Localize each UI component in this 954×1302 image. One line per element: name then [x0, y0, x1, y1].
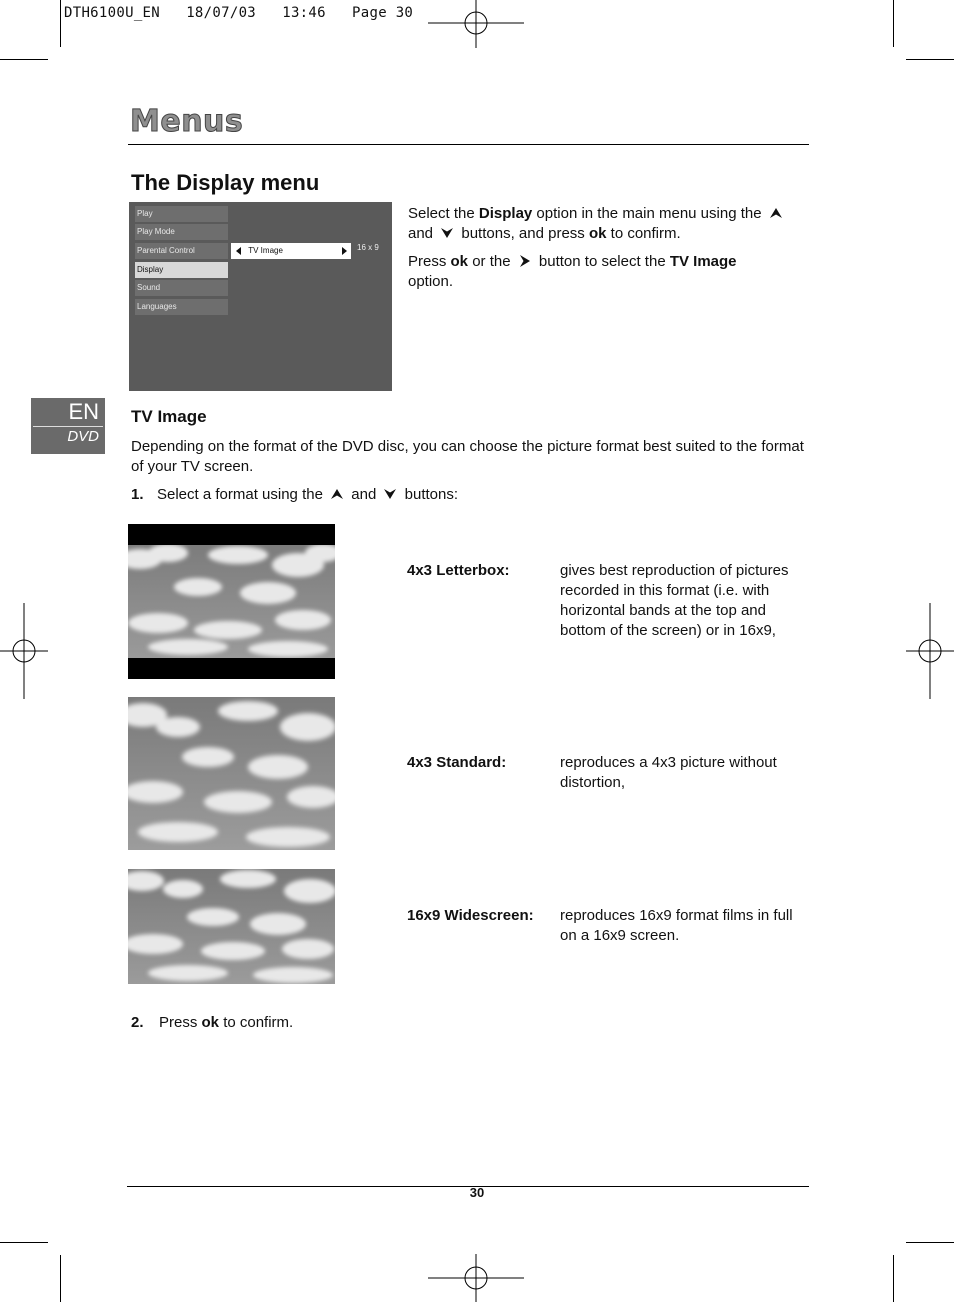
osd-submenu-tv-image — [231, 243, 351, 259]
crop-mark — [906, 59, 954, 60]
format-description-widescreen: reproduces 16x9 format films in full on a 16x9 screen. — [560, 907, 793, 944]
osd-menu-item: Play Mode — [135, 224, 228, 240]
tv-image-heading: TV Image — [131, 407, 207, 426]
osd-menu-screenshot — [129, 202, 392, 391]
tab-divider — [33, 426, 103, 427]
osd-menu-item: Languages — [135, 299, 228, 315]
format-label-standard: 4x3 Standard: — [407, 754, 507, 771]
letterbox-preview-image — [128, 524, 335, 679]
osd-submenu-value: 16 x 9 — [357, 243, 379, 252]
crop-mark — [893, 1255, 894, 1302]
step-2: 2. Press ok to confirm. — [131, 1014, 294, 1031]
registration-mark-left — [0, 603, 48, 699]
format-label-widescreen: 16x9 Widescreen: — [407, 907, 534, 924]
printer-slug: DTH6100U_EN 18/07/03 13:46 Page 30 — [64, 5, 414, 21]
registration-mark-right — [906, 603, 954, 699]
section-title: The Display menu — [131, 170, 320, 195]
crop-mark — [0, 59, 48, 60]
language-code: EN — [68, 399, 99, 424]
intro-paragraph-2: Press ok or the button to select the TV Image option. — [408, 253, 737, 290]
crop-mark — [893, 0, 894, 47]
format-description-standard: reproduces a 4x3 picture without distortion, — [560, 754, 777, 791]
step-1: 1. Select a format using the and buttons: — [131, 486, 459, 503]
sky-clouds-image — [128, 869, 335, 984]
triangle-right-icon — [342, 247, 347, 255]
osd-menu-item-selected: Display — [135, 262, 228, 278]
step-number: 2. — [131, 1014, 144, 1031]
up-arrow-icon — [769, 207, 783, 219]
crop-mark — [60, 0, 61, 47]
osd-menu-item: Play — [135, 206, 228, 222]
title-rule — [128, 144, 809, 145]
sky-clouds-image — [128, 545, 335, 658]
tv-image-body: Depending on the format of the DVD disc, you can choose the picture format best suited to the format of your TV screen. — [131, 438, 804, 475]
format-label-letterbox: 4x3 Letterbox: — [407, 562, 510, 579]
page-number: 30 — [469, 1185, 485, 1200]
osd-submenu-label: TV Image — [248, 246, 283, 255]
intro-paragraph-1: Select the Display option in the main menu using the and buttons, and press ok to confirm. — [408, 204, 808, 244]
crop-mark — [60, 1255, 61, 1302]
down-arrow-icon — [383, 488, 397, 500]
up-arrow-icon — [330, 488, 344, 500]
format-description-letterbox: gives best reproduction of pictures recorded in this format (i.e. with horizontal bands at the top and bottom of the screen) or in 16x9, — [560, 562, 789, 639]
page-title: Menus — [130, 104, 244, 139]
registration-mark-top — [428, 0, 524, 48]
down-arrow-icon — [440, 227, 454, 239]
crop-mark — [0, 1242, 48, 1243]
step-number: 1. — [131, 486, 144, 503]
osd-menu-item: Parental Control — [135, 243, 228, 259]
crop-mark — [906, 1242, 954, 1243]
triangle-left-icon — [236, 247, 241, 255]
product-label: DVD — [67, 428, 99, 445]
language-tab — [31, 398, 105, 454]
right-arrow-icon — [519, 254, 531, 268]
widescreen-preview-image — [128, 869, 335, 984]
standard-preview-image — [128, 697, 335, 850]
sky-clouds-image — [128, 697, 335, 850]
registration-mark-bottom — [428, 1254, 524, 1302]
osd-menu-item: Sound — [135, 280, 228, 296]
